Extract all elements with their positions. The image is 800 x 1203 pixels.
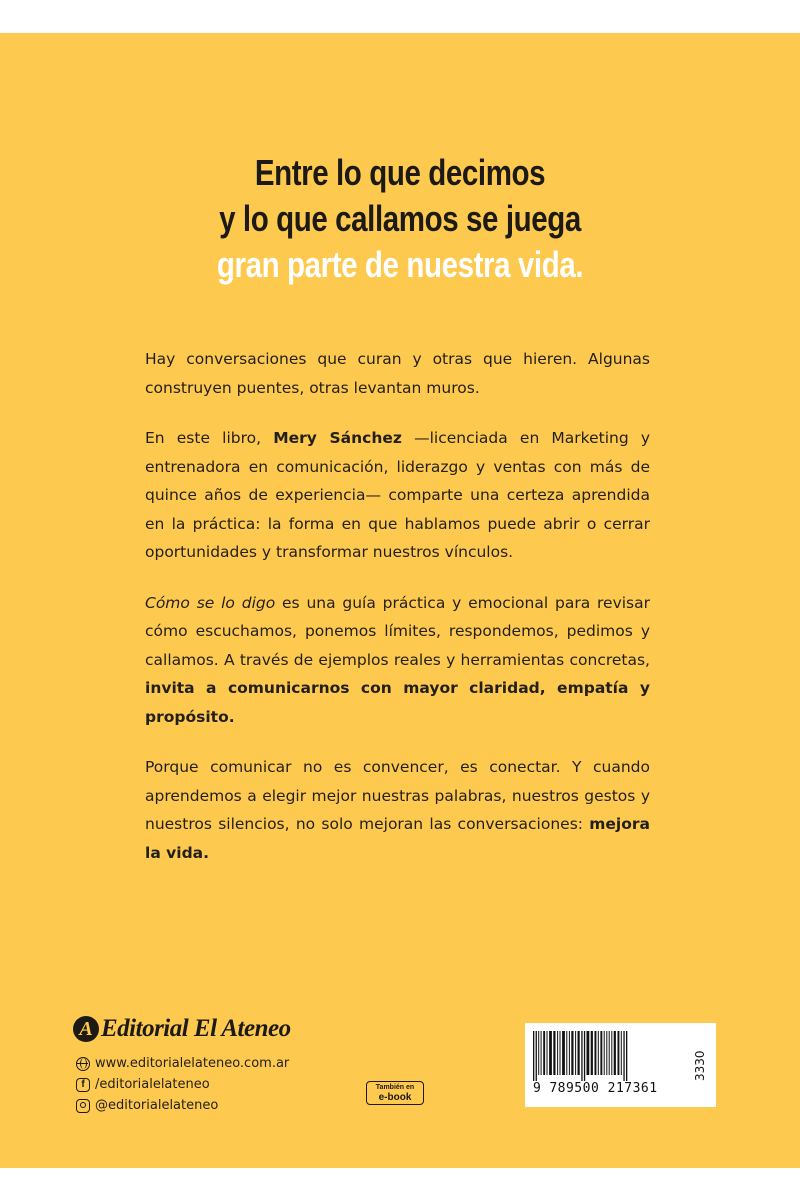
barcode-bar [584, 1031, 585, 1081]
barcode-bar [623, 1031, 624, 1081]
barcode-bar [538, 1031, 539, 1075]
barcode-bar [614, 1031, 616, 1075]
barcode-bar [553, 1031, 555, 1075]
ebook-badge [366, 1081, 424, 1105]
barcode-bar [560, 1031, 561, 1075]
paragraph-3-text: es una guía práctica y emocional para revisar cómo escuchamos, ponemos límites, respondemos, pedimos y callamos. A través de ejemplos reales y herramientas concretas, [145, 593, 650, 669]
barcode-bars [533, 1031, 693, 1081]
isbn-first-digit: 9 [533, 1081, 542, 1096]
barcode-bar [549, 1031, 552, 1075]
headline [72, 150, 728, 288]
paragraph-1-text: Hay conversaciones que curan y otras que hieren. Algunas construyen puentes, otras levantan muros. [145, 350, 650, 397]
barcode-bar [562, 1031, 565, 1075]
paragraph-2 [145, 424, 650, 567]
barcode-bar [626, 1031, 627, 1081]
isbn-number [533, 1081, 693, 1096]
facebook-row [76, 1074, 289, 1095]
ebook-badge-bottom: e-book [378, 1092, 412, 1103]
facebook-icon: f [76, 1078, 90, 1092]
barcode-bar [571, 1031, 573, 1075]
barcode-bar [604, 1031, 605, 1075]
paragraph-4 [145, 753, 650, 867]
barcode-bar [536, 1031, 537, 1081]
barcode-bar [618, 1031, 620, 1075]
paragraph-4-text: Porque comunicar no es convencer, es conectar. Y cuando aprendemos a elegir mejor nuestras palabras, nuestros gestos y nuestros silencios, no solo mejoran las conversaciones: [145, 758, 650, 833]
barcode-bar [598, 1031, 599, 1075]
barcode-bar [581, 1031, 582, 1081]
barcode-bar [569, 1031, 570, 1075]
isbn-digits: 789500 217361 [549, 1081, 658, 1096]
barcode-bar [591, 1031, 593, 1075]
paragraph-2-intro: En este libro, [145, 429, 274, 447]
paragraph-3 [145, 589, 650, 732]
globe-icon [76, 1057, 90, 1071]
barcode-bar [566, 1031, 567, 1075]
headline-line-3-highlight: gran parte de nuestra vida. [216, 244, 584, 285]
isbn-barcode [525, 1023, 716, 1107]
barcode-bar [621, 1031, 622, 1075]
website-link[interactable]: www.editorialelateneo.com.ar [95, 1056, 290, 1071]
book-title: Cómo se lo digo [145, 593, 276, 612]
paragraph-2-text: —licenciada en Marketing y entrenadora en comunicación, liderazgo y ventas con más de quince años de experiencia— comparte una certeza aprendida en la práctica: la forma en que hablamos puede abrir o cerrar oportunidades y transformar nuestros vínculos. [145, 429, 650, 561]
barcode-bar [609, 1031, 610, 1075]
publisher-contacts [76, 1053, 289, 1116]
barcode-bar [606, 1031, 607, 1075]
barcode-bar [543, 1031, 545, 1075]
logo-mark: A [73, 1016, 99, 1042]
instagram-link[interactable]: @editorialelateneo [95, 1098, 219, 1113]
barcode-bar [541, 1031, 542, 1075]
barcode-bar [587, 1031, 590, 1075]
publisher-name: Editorial El Ateneo [101, 1015, 291, 1042]
facebook-link[interactable]: /editorialelateneo [95, 1077, 210, 1092]
barcode-bar [595, 1031, 597, 1075]
barcode-bar [600, 1031, 602, 1075]
publisher-logo [73, 1012, 291, 1046]
website-row [76, 1053, 289, 1074]
headline-line-2: y lo que callamos se juega [219, 198, 581, 239]
paragraph-3-bold: invita a comunicarnos con mayor claridad, empatía y propósito. [145, 679, 650, 726]
barcode-bar [611, 1031, 612, 1075]
paragraph-4-bold: mejora la vida. [145, 815, 650, 862]
ebook-badge-top: También en [375, 1084, 415, 1091]
isbn-addon: 3330 [693, 1050, 707, 1082]
barcode-bar [533, 1031, 534, 1081]
paragraph-1 [145, 345, 650, 402]
headline-line-1: Entre lo que decimos [254, 152, 546, 193]
instagram-row [76, 1095, 289, 1116]
author-name: Mery Sánchez [273, 429, 402, 447]
synopsis [145, 345, 650, 889]
instagram-icon [76, 1099, 90, 1113]
barcode-bar [575, 1031, 576, 1075]
barcode-bar [578, 1031, 580, 1075]
barcode-bar [557, 1031, 558, 1075]
barcode-bar [547, 1031, 548, 1075]
